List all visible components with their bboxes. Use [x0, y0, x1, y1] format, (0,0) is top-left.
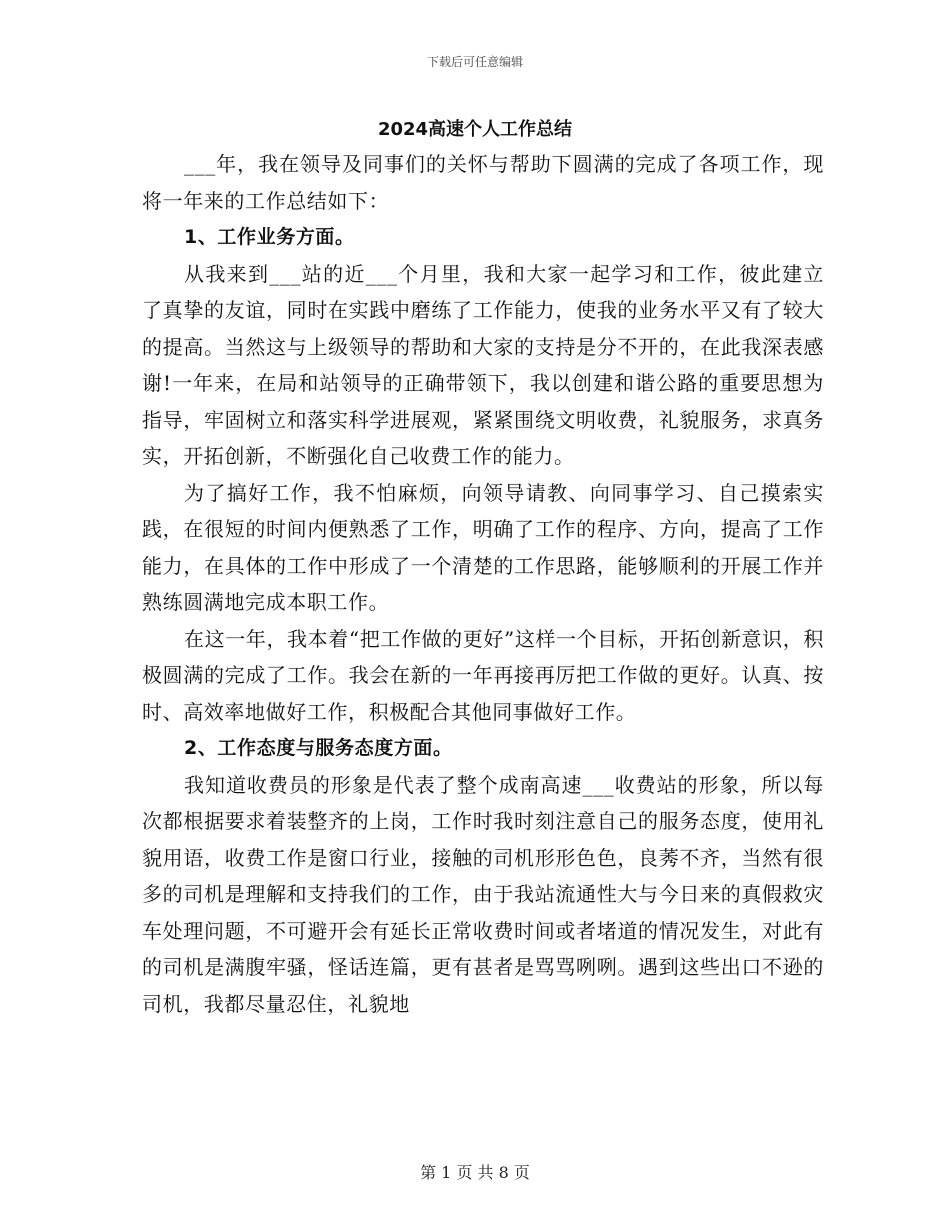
section-1-paragraph-1: 从我来到___站的近___个月里，我和大家一起学习和工作，彼此建立了真挚的友谊，同时在实践中磨练了工作能力，使我的业务水平又有了较大的提高。当然这与上级领导的帮助和大家的支持是分不开的，在此我深表感谢!一年来，在局和站领导的正确带领下，我以创建和谐公路的重要思想为指导，牢固树立和落实科学进展观，紧紧围绕文明收费，礼貌服务，求真务实，开拓创新，不断强化自己收费工作的能力。 [142, 261, 824, 468]
page-header-note: 下载后可任意编辑 [426, 55, 523, 69]
section-1-paragraph-3: 在这一年，我本着“把工作做的更好”这样一个目标，开拓创新意识，积极圆满的完成了工作。我会在新的一年再接再厉把工作做的更好。认真、按时、高效率地做好工作，积极配合其他同事做好工作。 [142, 626, 824, 724]
document-body [142, 146, 824, 1022]
section-2-heading: 2、工作态度与服务态度方面。 [184, 737, 453, 759]
section-1-heading: 1、工作业务方面。 [184, 226, 355, 248]
section-2-paragraph-1: 我知道收费员的形象是代表了整个成南高速___收费站的形象，所以每次都根据要求着装整齐的上岗，工作时我时刻注意自己的服务态度，使用礼貌用语，收费工作是窗口行业，接触的司机形形色色，良莠不齐，当然有很多的司机是理解和支持我们的工作，由于我站流通性大与今日来的真假救灾车处理问题，不可避开会有延长正常收费时间或者堵道的情况发生，对此有的司机是满腹牢骚，怪话连篇，更有甚者是骂骂咧咧。遇到这些出口不逊的司机，我都尽量忍住，礼貌地 [142, 772, 824, 1016]
page-number-footer: 第 1 页 共 8 页 [420, 1163, 530, 1182]
section-1-paragraph-2: 为了搞好工作，我不怕麻烦，向领导请教、向同事学习、自己摸索实践，在很短的时间内便熟悉了工作，明确了工作的程序、方向，提高了工作能力，在具体的工作中形成了一个清楚的工作思路，能够顺利的开展工作并熟练圆满地完成本职工作。 [142, 480, 824, 614]
intro-paragraph: ___年，我在领导及同事们的关怀与帮助下圆满的完成了各项工作，现将一年来的工作总结如下： [142, 152, 824, 213]
document-title: 2024高速个人工作总结 [377, 119, 573, 140]
